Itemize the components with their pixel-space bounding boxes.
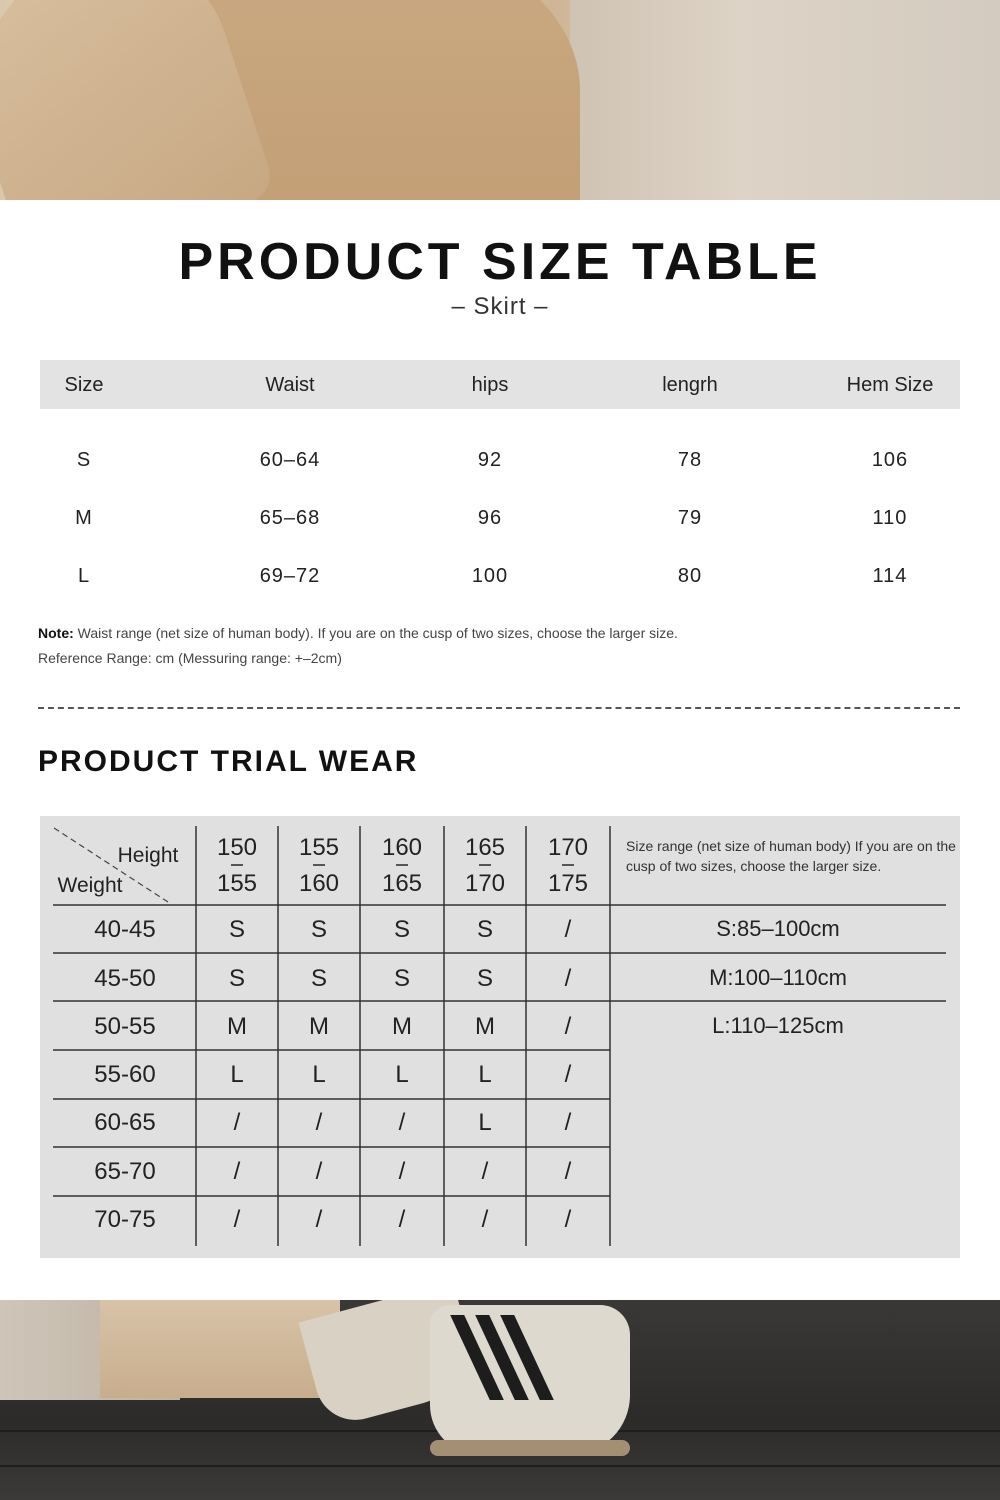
trial-wear-table [40,816,960,1258]
note-text [38,625,678,641]
trial-size-cell: / [564,1158,572,1185]
hem-cell: 110 [872,507,908,529]
hips-cell: 92 [477,449,503,471]
height-to: 155 [216,870,258,897]
trial-size-cell: S [228,916,245,943]
size-cell: M [75,507,93,529]
trial-size-cell: S [393,965,410,992]
weight-cell: 40-45 [94,916,156,943]
header-hips: hips [471,374,509,396]
trial-size-cell: / [481,1158,489,1185]
trial-size-cell: / [398,1109,406,1136]
sneaker-sole [430,1440,630,1456]
header-waist: Waist [265,374,315,396]
photo-box [100,1300,340,1398]
hem-cell: 114 [872,565,908,587]
height-from: 160 [381,834,423,861]
trial-size-cell: / [233,1109,241,1136]
trial-size-cell: M [475,1013,495,1040]
trial-size-cell: M [227,1013,247,1040]
note-body: Waist range (net size of human body). If you are on the cusp of two sizes, choose the larger size. [73,625,678,641]
trial-size-cell: / [315,1206,323,1233]
range-s: S:85–100cm [716,916,840,941]
trial-wear-title: PRODUCT TRIAL WEAR [38,745,419,778]
height-from: 170 [547,834,589,861]
height-range [202,830,272,902]
height-to: 165 [381,870,423,897]
trial-size-cell: M [309,1013,329,1040]
page-title: PRODUCT SIZE TABLE [178,233,822,291]
trial-size-cell: / [315,1109,323,1136]
waist-cell: 69–72 [259,565,321,587]
trial-size-cell: S [310,916,327,943]
trial-size-cell: M [392,1013,412,1040]
page-subtitle: – Skirt – [451,293,549,320]
trial-size-cell: S [476,965,493,992]
height-to: 175 [547,870,589,897]
waist-cell: 65–68 [259,507,321,529]
weight-cell: 70-75 [94,1206,156,1233]
size-table-header [40,360,960,409]
length-cell: 78 [677,449,703,471]
height-range [533,830,603,902]
trial-size-cell: / [315,1158,323,1185]
trial-size-cell: L [395,1061,409,1088]
trial-size-cell: L [478,1109,492,1136]
weight-cell: 60-65 [94,1109,156,1136]
size-cell: L [77,565,91,587]
size-range-note: Size range (net size of human body) If you are on the cusp of two sizes, choose the larger size. [626,838,956,874]
range-l: L:110–125cm [712,1013,844,1038]
floor-board-line [0,1465,1000,1467]
photo-wall [570,0,1000,200]
header-hem-size: Hem Size [846,374,934,396]
trial-size-cell: / [398,1206,406,1233]
trial-size-cell: S [476,916,493,943]
length-cell: 80 [677,565,703,587]
waist-cell: 60–64 [259,449,321,471]
height-dash [396,864,408,866]
length-cell: 79 [677,507,703,529]
range-m: M:100–110cm [709,965,847,990]
height-to: 170 [464,870,506,897]
header-length: lengrh [662,374,718,396]
weight-cell: 50-55 [94,1013,156,1040]
bottom-product-photo [0,1300,1000,1500]
table-row [40,499,960,539]
height-to: 160 [298,870,340,897]
trial-size-cell: L [478,1061,492,1088]
height-from: 155 [298,834,340,861]
height-dash [231,864,243,866]
header-size: Size [64,374,104,396]
trial-size-cell: / [564,1109,572,1136]
height-from: 165 [464,834,506,861]
size-cell: S [76,449,92,471]
note-label: Note: [38,625,74,641]
trial-size-cell: / [564,916,572,943]
trial-size-cell: L [312,1061,326,1088]
trial-size-cell: / [564,1206,572,1233]
trial-size-cell: / [398,1158,406,1185]
trial-size-cell: S [393,916,410,943]
height-dash [313,864,325,866]
top-product-photo [0,0,1000,200]
trial-size-cell: / [481,1206,489,1233]
trial-size-cell: / [233,1158,241,1185]
weight-cell: 45-50 [94,965,156,992]
trial-size-cell: / [564,1061,572,1088]
hem-cell: 106 [871,449,909,471]
table-row [40,557,960,597]
section-divider [38,707,960,709]
trial-size-cell: / [233,1206,241,1233]
table-row [40,441,960,481]
hips-cell: 100 [471,565,509,587]
height-dash [562,864,574,866]
corner-weight-label: Weight [57,874,123,897]
weight-cell: 55-60 [94,1061,156,1088]
height-range [367,830,437,902]
trial-size-cell: / [564,965,572,992]
height-dash [479,864,491,866]
corner-height-label: Height [117,844,179,867]
trial-size-cell: S [228,965,245,992]
height-from: 150 [216,834,258,861]
reference-range-text: Reference Range: cm (Messuring range: +–2cm) [38,650,342,666]
hips-cell: 96 [477,507,503,529]
trial-size-cell: S [310,965,327,992]
height-range [284,830,354,902]
weight-cell: 65-70 [94,1158,156,1185]
trial-size-cell: / [564,1013,572,1040]
trial-size-cell: L [230,1061,244,1088]
height-range [450,830,520,902]
